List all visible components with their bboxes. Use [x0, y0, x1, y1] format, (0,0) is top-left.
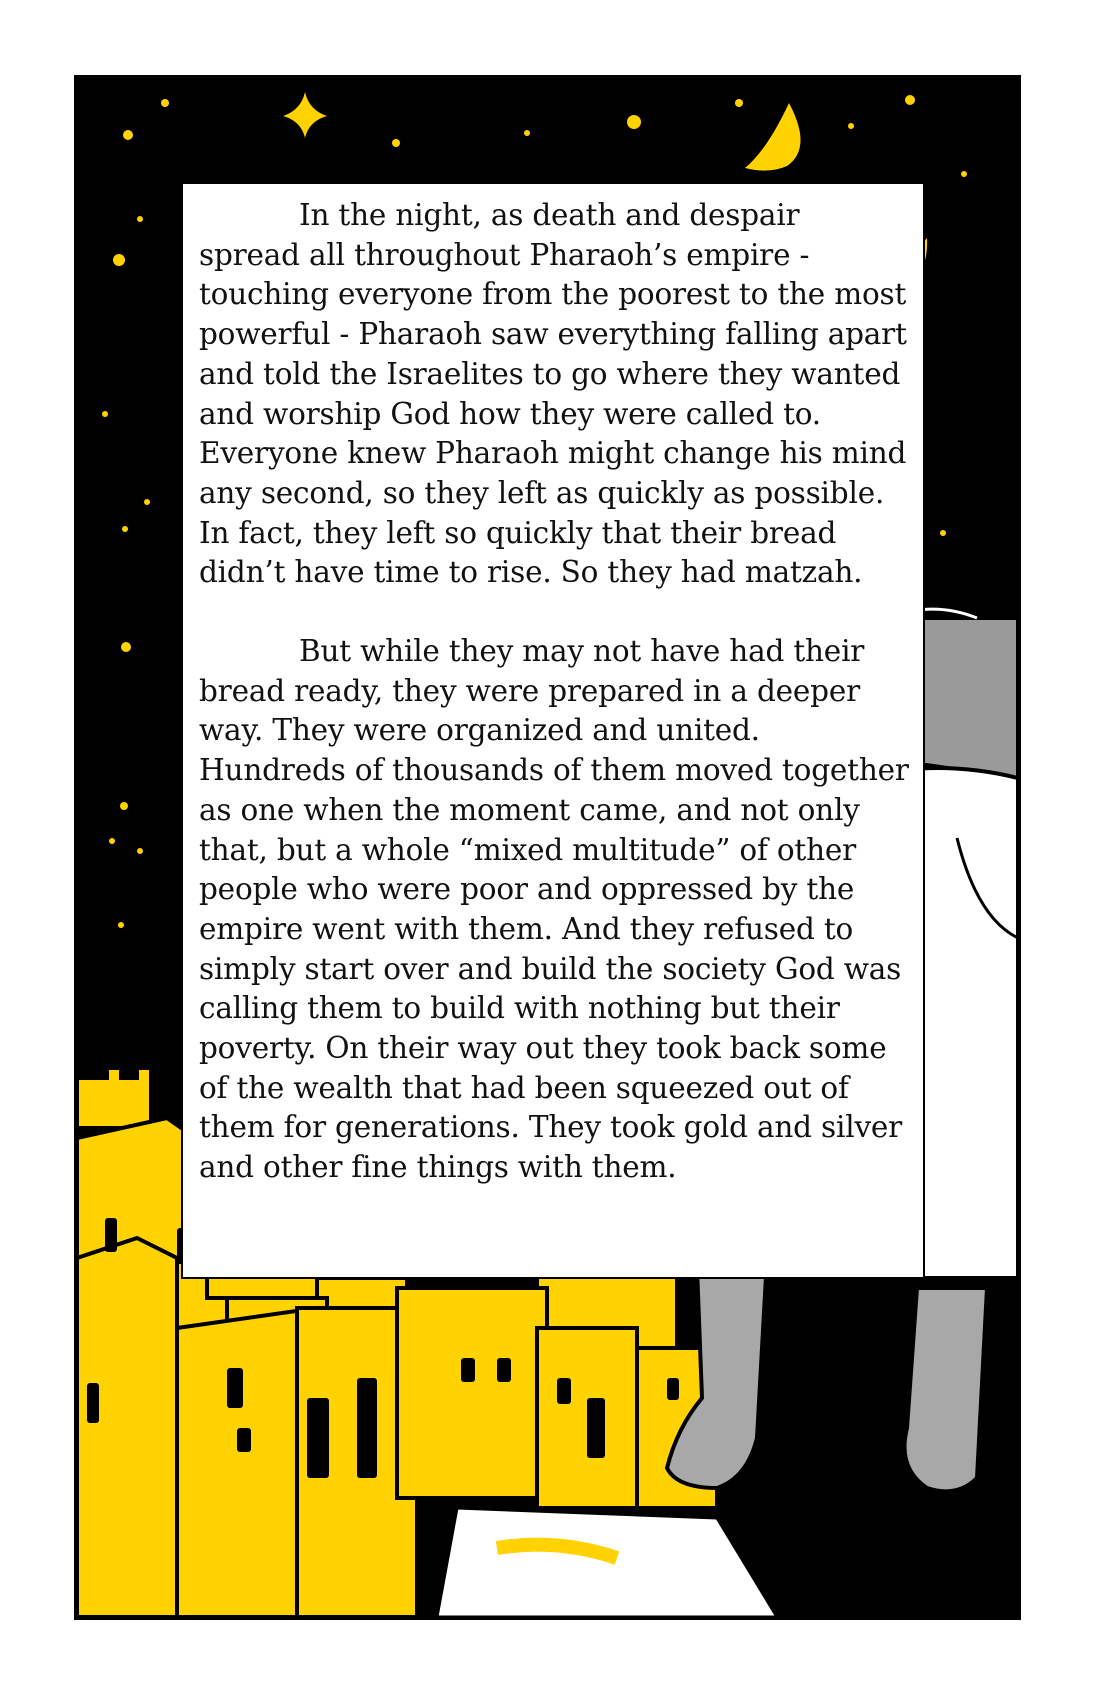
narration-paragraph-1: In the night, as death and despair spread all throughout Pharaoh’s empire - touching everyone from the poorest to the most powerful - Pharaoh saw everything falling apart and told the Israelites to go where they wanted and worship God how they were called to. Everyone knew Pharaoh might change his mind any second, so they left as quickly as possible. In fact, they left so quickly that their bread didn’t have time to rise. So they had matzah.	[199, 198, 907, 590]
comic-panel	[74, 75, 1021, 1620]
narration-paragraph-2: But while they may not have had their bread ready, they were prepared in a deeper way. They were organized and united. Hundreds of thousands of them moved together as one when the moment came, and not only that, but a whole “mixed multitude” of other people who were poor and oppressed by the empire went with them. And they refused to simply start over and build the society God was calling them to build with nothing but their poverty. On their way out they took back some of the wealth that had been squeezed out of them for generations. They took gold and silver and other fine things with them.	[199, 634, 909, 1185]
narration-box	[181, 182, 925, 1279]
street	[437, 1508, 777, 1617]
